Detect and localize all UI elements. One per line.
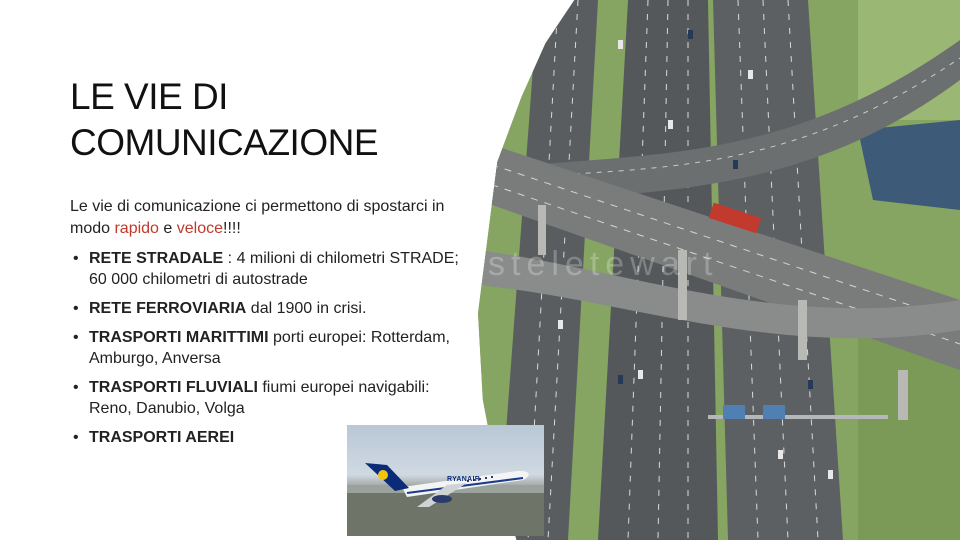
- bullet-icon: •: [73, 250, 79, 267]
- intro-text: Le vie di comunicazione ci permettono di spostarci in modo: [70, 198, 445, 237]
- intro-text-mid: e: [158, 220, 177, 237]
- highway-interchange-photo-icon: [478, 0, 960, 540]
- bullet-heading: TRASPORTI MARITTIMI: [89, 329, 269, 346]
- bullet-icon: •: [73, 329, 79, 346]
- bullet-icon: •: [73, 379, 79, 396]
- svg-text:steletewart: steletewart: [488, 245, 719, 283]
- bullet-text: dal 1900 in crisi.: [246, 300, 367, 317]
- bullet-heading: TRASPORTI AEREI: [89, 429, 235, 446]
- list-item: [70, 377, 470, 419]
- bullet-text: : 4 milioni di chilometri STRADE; 60 000 chilometri di autostrade: [89, 250, 459, 288]
- airplane-photo: [347, 425, 544, 536]
- airplane-icon: [347, 425, 544, 536]
- intro-text-end: !!!!: [223, 220, 241, 237]
- bullet-heading: RETE STRADALE: [89, 250, 224, 267]
- bullet-icon: •: [73, 429, 79, 446]
- title-line-1: LE VIE DI: [70, 76, 228, 117]
- bullet-text: porti europei: Rotterdam, Amburgo, Anversa: [89, 329, 450, 367]
- bullet-text: fiumi europei navigabili: Reno, Danubio, Volga: [89, 379, 430, 417]
- highway-photo: [478, 0, 960, 540]
- bullet-heading: TRASPORTI FLUVIALI: [89, 379, 258, 396]
- intro-highlight-veloce: veloce: [176, 220, 223, 237]
- airplane-livery-text: RYANAIR: [447, 476, 481, 483]
- intro-paragraph: [70, 196, 470, 240]
- bullet-heading: RETE FERROVIARIA: [89, 300, 247, 317]
- page-title: [70, 74, 470, 166]
- list-item: [70, 327, 470, 369]
- list-item: [70, 298, 470, 319]
- intro-highlight-rapido: rapido: [114, 220, 159, 237]
- list-item: [70, 248, 470, 290]
- title-line-2: COMUNICAZIONE: [70, 122, 378, 163]
- bullet-icon: •: [73, 300, 79, 317]
